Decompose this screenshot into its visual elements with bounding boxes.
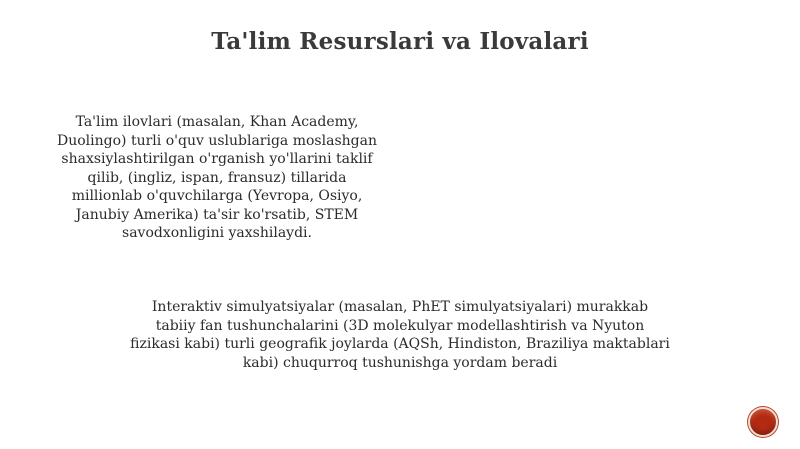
slide-nav-button[interactable]	[748, 407, 778, 437]
slide-title: Ta'lim Resurslari va Ilovalari	[211, 28, 589, 55]
paragraph-interactive-simulations: Interaktiv simulyatsiyalar (masalan, PhET simulyatsiyalari) murakkab tabiiy fan tushunchalarini (3D molekulyar modellashtirish va Nyuton fizikasi kabi) turli geografik joylarda (AQSh, Hindiston, Braziliya maktablari kabi) chuqurroq tushunishga yordam beradi	[130, 299, 670, 371]
paragraph-education-apps: Ta'lim ilovlari (masalan, Khan Academy, Duolingo) turli o'quv uslublariga moslashgan shaxsiylashtirilgan o'rganish yo'llarini taklif qilib, (ingliz, ispan, fransuz) tillarida millionlab o'quvchilarga (Yevropa, Osiyo, Janubiy Amerika) ta'sir ko'rsatib, STEM savodxonligini yaxshilaydi.	[57, 114, 377, 241]
